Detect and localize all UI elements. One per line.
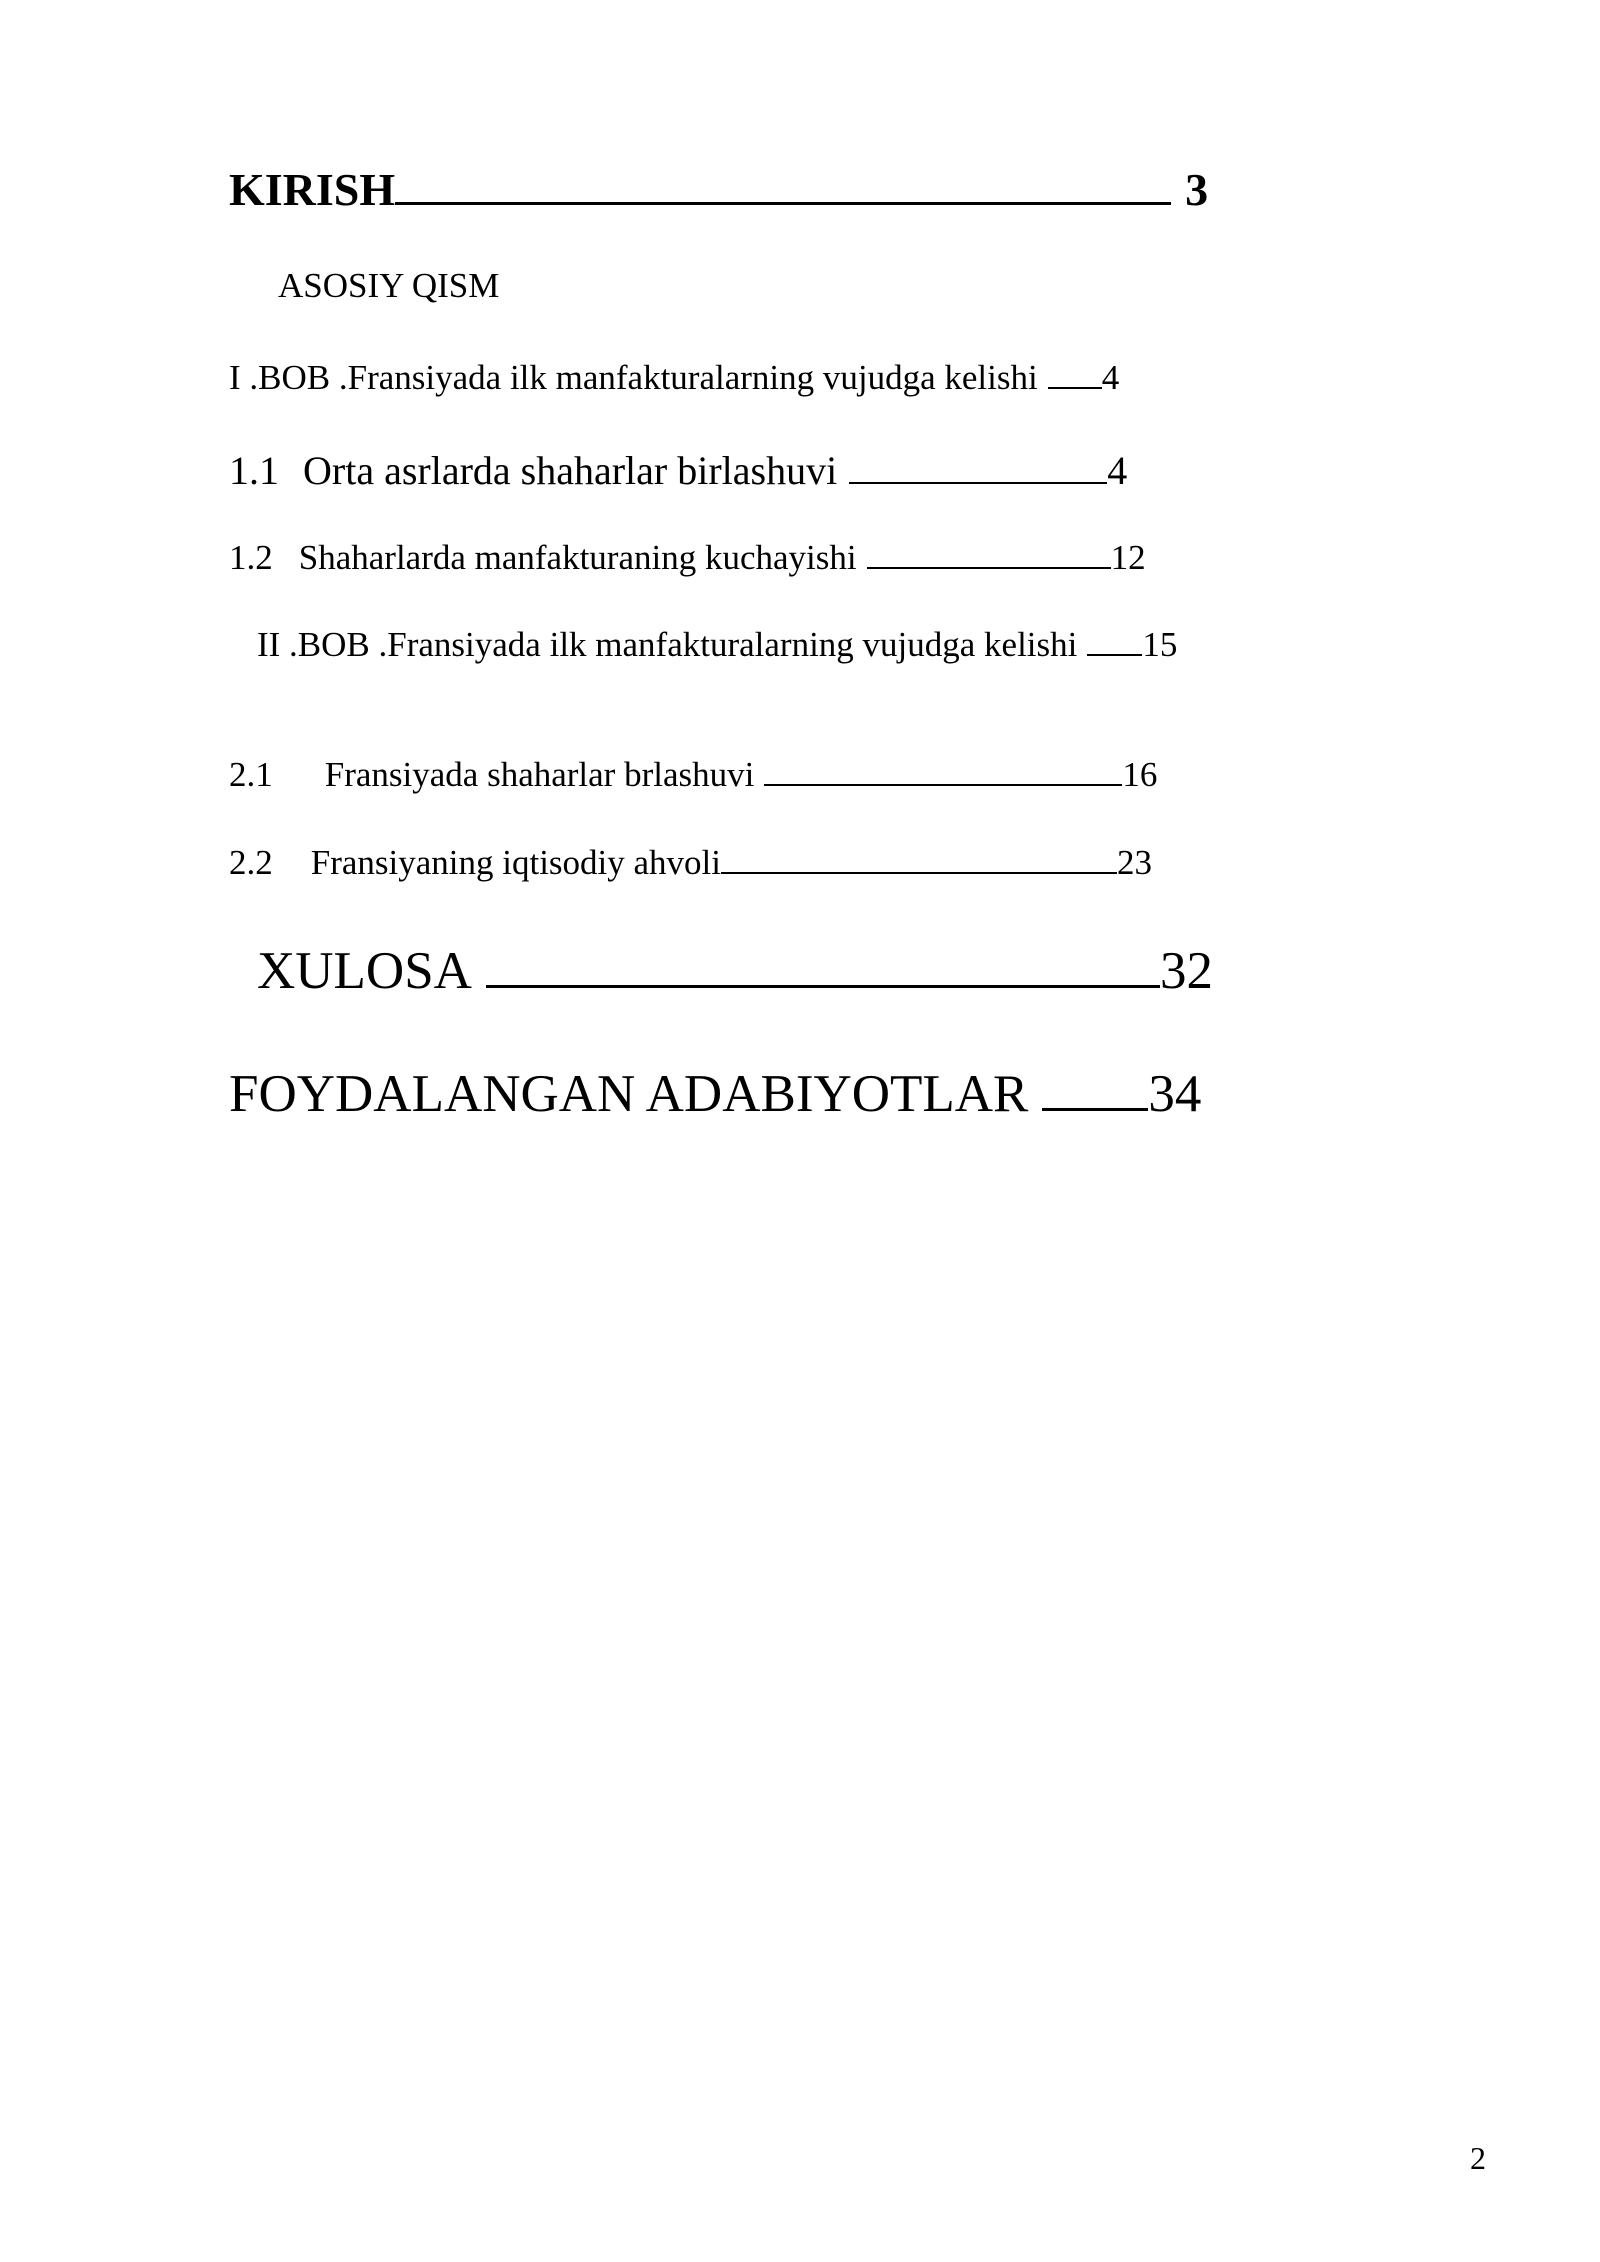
toc-entry-page: 32 [1159, 942, 1213, 1000]
toc-entry-label: KIRISH [229, 164, 396, 215]
toc-entry-page: 34 [1148, 1065, 1202, 1123]
toc-entry-section-1-1 [229, 445, 1127, 491]
toc-heading-asosiy-qism [278, 268, 499, 303]
toc-entry-page: 12 [1110, 538, 1146, 577]
toc-leader-line [764, 752, 1122, 786]
page-number: 2 [1470, 2140, 1486, 2176]
toc-entry-label: I .BOB .Fransiyada ilk manfakturalarning vujudga kelishi [229, 358, 1038, 397]
toc-leader-line [1087, 622, 1142, 656]
toc-entry-chapter-1 [229, 355, 1119, 395]
toc-leader-line [486, 935, 1160, 988]
toc-entry-section-1-2 [229, 535, 1146, 575]
toc-entry-label: XULOSA [257, 942, 472, 1000]
toc-leader-line [849, 445, 1107, 484]
toc-entry-label: Fransiyaning iqtisodiy ahvoli [310, 843, 722, 882]
toc-entry-label: II .BOB .Fransiyada ilk manfakturalarning vujudga kelishi [257, 625, 1078, 664]
toc-entry-section-2-2 [229, 840, 1152, 880]
toc-leader-line [721, 840, 1117, 874]
toc-entry-section-2-1 [229, 752, 1157, 792]
toc-section-number: 2.1 [229, 755, 273, 794]
toc-leader-line [395, 158, 1171, 205]
toc-entry-page: 4 [1101, 358, 1120, 397]
toc-entry-xulosa [257, 935, 1213, 998]
toc-section-number: 2.2 [229, 843, 273, 882]
toc-heading-label: ASOSIY QISM [278, 266, 500, 305]
toc-entry-page: 23 [1117, 843, 1153, 882]
toc-entry-label: FOYDALANGAN ADABIYOTLAR [229, 1065, 1029, 1123]
toc-entry-foydalangan-adabiyotlar [229, 1058, 1201, 1121]
toc-section-number: 1.2 [229, 538, 273, 577]
toc-entry-page: 15 [1142, 625, 1178, 664]
toc-section-number: 1.1 [229, 448, 279, 493]
toc-entry-page: 4 [1107, 448, 1128, 493]
toc-entry-kirish [229, 158, 1208, 213]
toc-leader-line [1042, 1058, 1148, 1111]
toc-entry-page: 16 [1122, 755, 1158, 794]
toc-entry-chapter-2 [257, 622, 1177, 662]
toc-entry-label: Fransiyada shaharlar brlashuvi [324, 755, 755, 794]
toc-leader-line [867, 535, 1111, 569]
toc-entry-page: 3 [1185, 164, 1209, 215]
toc-entry-label: Orta asrlarda shaharlar birlashuvi [303, 448, 838, 493]
toc-leader-line [1048, 355, 1102, 389]
toc-entry-label: Shaharlarda manfakturaning kuchayishi [298, 538, 857, 577]
